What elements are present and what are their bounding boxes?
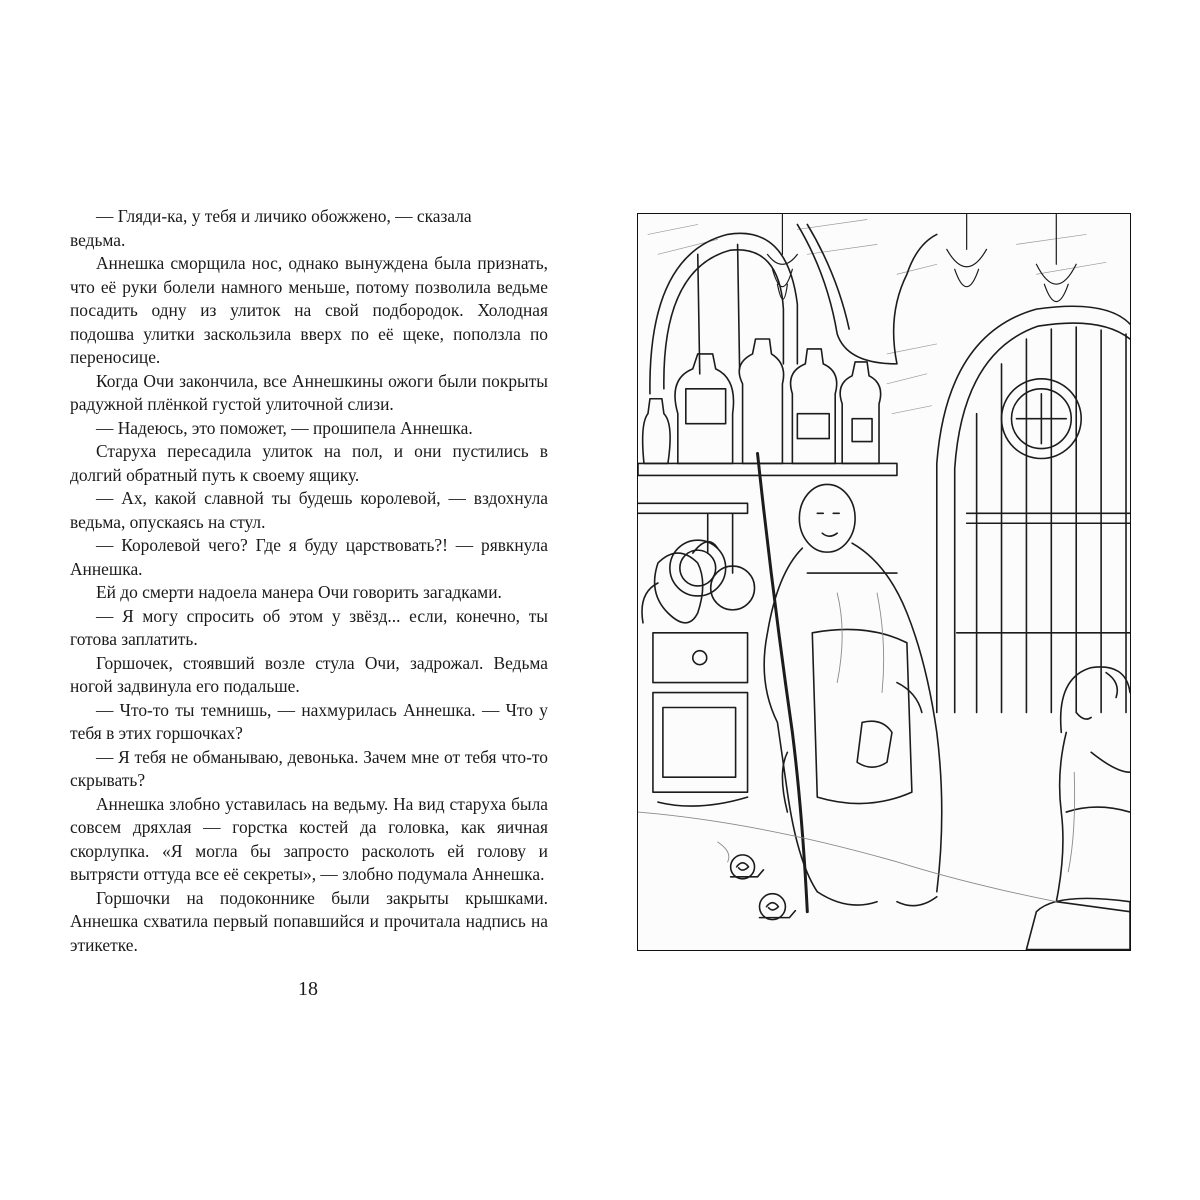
round-window [650,233,797,393]
paragraph: — Ах, какой славной ты будешь королевой, — вздохнула ведьма, опускаясь на стул. [70,488,548,532]
paragraph: — Королевой чего? Где я буду царствовать?! — рявкнула Аннешка. [70,535,548,579]
paragraph: — Я могу спросить об этом у звёзд... если, конечно, ты готова заплатить. [70,605,548,649]
paragraph: Когда Очи закончила, все Аннешкины ожоги были покрыты радужной плёнкой густой улиточной слизи. [70,370,548,414]
old-witch-with-snails-and-girl-illustration [638,214,1130,950]
illustration-frame [637,213,1131,951]
hanging-herbs [767,214,1076,301]
paragraph: ведьма. [70,229,126,250]
paragraph: Горшочки на подоконнике были закрыты крышками. Аннешка схватила первый попавшийся и прочитала надпись на этикетке. [70,887,548,955]
snails [718,842,796,920]
paragraph: — Гляди-ка, у тебя и личико обожжено, — сказала [96,206,472,226]
arched-door [937,306,1130,712]
paragraph: — Я тебя не обманываю, девонька. Зачем мне от тебя что-то скрывать? [70,746,548,790]
paragraph: Ей до смерти надоела манера Очи говорить загадками. [96,582,502,602]
paragraph: Аннешка сморщила нос, однако вынуждена была признать, что её руки болели намного меньше, потому позволила ведьме посадить одну из улиток на свой подбородок. Холодная подошва улитки заскользила вверх по её щеке, поползла по переносице. [70,253,548,367]
page-number: 18 [298,978,318,1000]
paragraph: Старуха пересадила улиток на пол, и они пустились в долгий обратный путь к своему ящику. [70,441,548,485]
shelf-with-bottles [638,339,897,475]
girl [1026,667,1130,950]
rooster [642,542,718,623]
paragraph: — Надеюсь, это поможет, — прошипела Аннешка. [96,417,473,438]
old-witch [764,484,942,905]
paragraph: — Что-то ты темнишь, — нахмурилась Аннешка. — Что у тебя в этих горшочках? [70,699,548,743]
paragraph: Аннешка злобно уставилась на ведьму. На вид старуха была совсем дряхлая — горстка костей да головка, как яичная скорлупка. «Я могла бы запросто расколоть ей голову и вытрясти оттуда все её секреты», — злобно подумала Аннешка. [70,793,548,884]
left-page-text [70,205,548,957]
paragraph: Горшочек, стоявший возле стула Очи, задрожал. Ведьма ногой задвинула его подальше. [70,652,548,696]
